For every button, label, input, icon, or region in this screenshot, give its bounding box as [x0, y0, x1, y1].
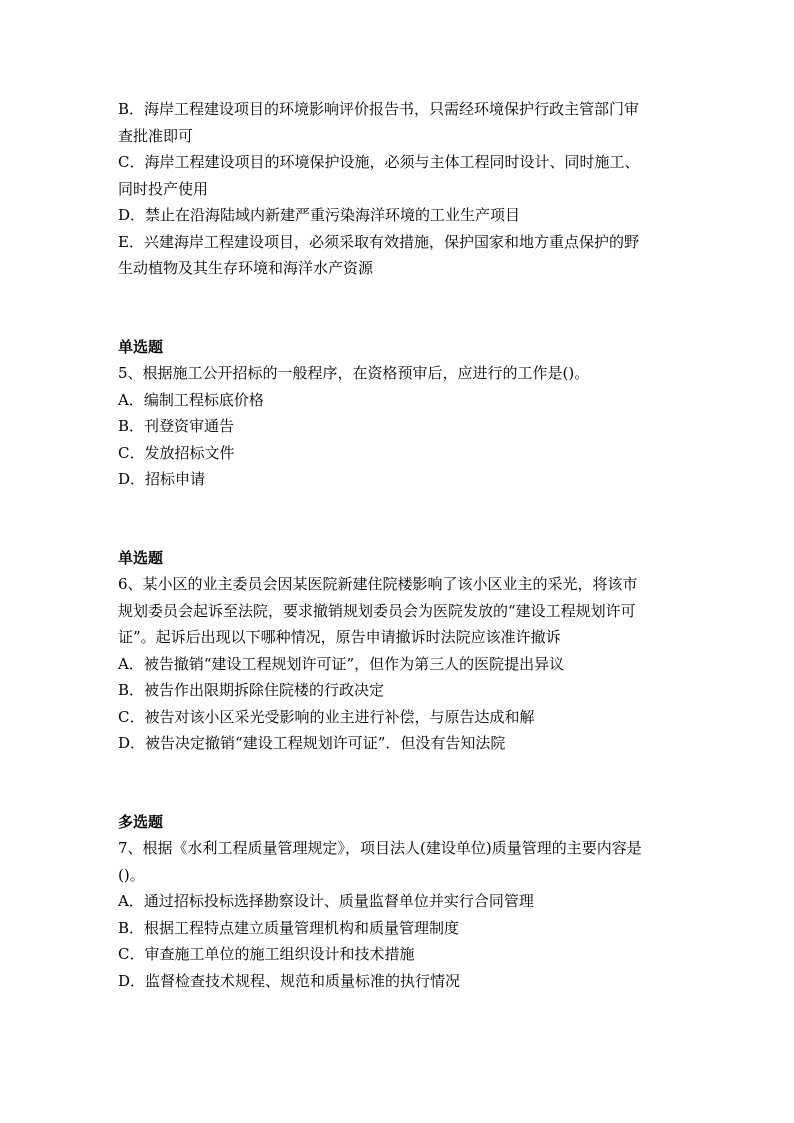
question-option: C．发放招标文件	[118, 443, 235, 462]
question-stem: 证”。起诉后出现以下哪种情况，原告申请撤诉时法院应该准许撤诉	[118, 628, 561, 646]
option-line: B．海岸工程建设项目的环境影响评价报告书，只需经环境保护行政主管部门审	[118, 100, 640, 118]
question-option: D．被告决定撤销“建设工程规划许可证”．但没有告知法院	[118, 734, 506, 752]
question-option: C．审查施工单位的施工组织设计和技术措施	[118, 945, 415, 963]
document-page	[118, 96, 680, 994]
question-stem: ()。	[118, 865, 145, 884]
option-line: 生动植物及其生存环境和海洋水产资源	[118, 259, 374, 277]
continued-options	[118, 96, 680, 282]
question-option: A．被告撤销“建设工程规划许可证”，但作为第三人的医院提出异议	[118, 654, 565, 673]
question-stem: 规划委员会起诉至法院，要求撤销规划委员会为医院发放的“建设工程规划许可	[118, 601, 636, 620]
question-option: B．刊登资审通告	[118, 417, 235, 435]
question-6	[118, 545, 680, 757]
question-stem: 7、根据《水利工程质量管理规定》，项目法人(建设单位)质量管理的主要内容是	[118, 839, 642, 857]
question-type-heading: 单选题	[118, 548, 164, 567]
question-option: B．被告作出限期拆除住院楼的行政决定	[118, 681, 385, 699]
option-line: D．禁止在沿海陆域内新建严重污染海洋环境的工业生产项目	[118, 206, 521, 224]
option-line: E．兴建海岸工程建设项目，必须采取有效措施，保护国家和地方重点保护的野	[118, 232, 639, 251]
question-type-heading: 单选题	[118, 337, 164, 356]
option-line: 查批准即可	[118, 126, 194, 145]
question-option: D．招标申请	[118, 470, 206, 488]
question-option: C．被告对该小区采光受影响的业主进行补偿，与原告达成和解	[118, 707, 535, 726]
question-option: A．编制工程标底价格	[118, 390, 264, 409]
question-type-heading: 多选题	[118, 812, 164, 831]
option-line: 同时投产使用	[118, 179, 209, 198]
question-option: D．监督检查技术规程、规范和质量标准的执行情况	[118, 971, 461, 990]
question-7	[118, 809, 680, 995]
question-stem: 5、根据施工公开招标的一般程序，在资格预审后，应进行的工作是()。	[118, 364, 590, 382]
question-option: A．通过招标投标选择勘察设计、质量监督单位并实行合同管理	[118, 892, 534, 910]
question-5	[118, 334, 680, 493]
question-option: B．根据工程特点建立质量管理机构和质量管理制度	[118, 918, 460, 937]
question-stem: 6、某小区的业主委员会因某医院新建住院楼影响了该小区业主的采光，将该市	[118, 575, 638, 593]
option-line: C．海岸工程建设项目的环境保护设施，必须与主体工程同时设计、同时施工、	[118, 153, 640, 171]
